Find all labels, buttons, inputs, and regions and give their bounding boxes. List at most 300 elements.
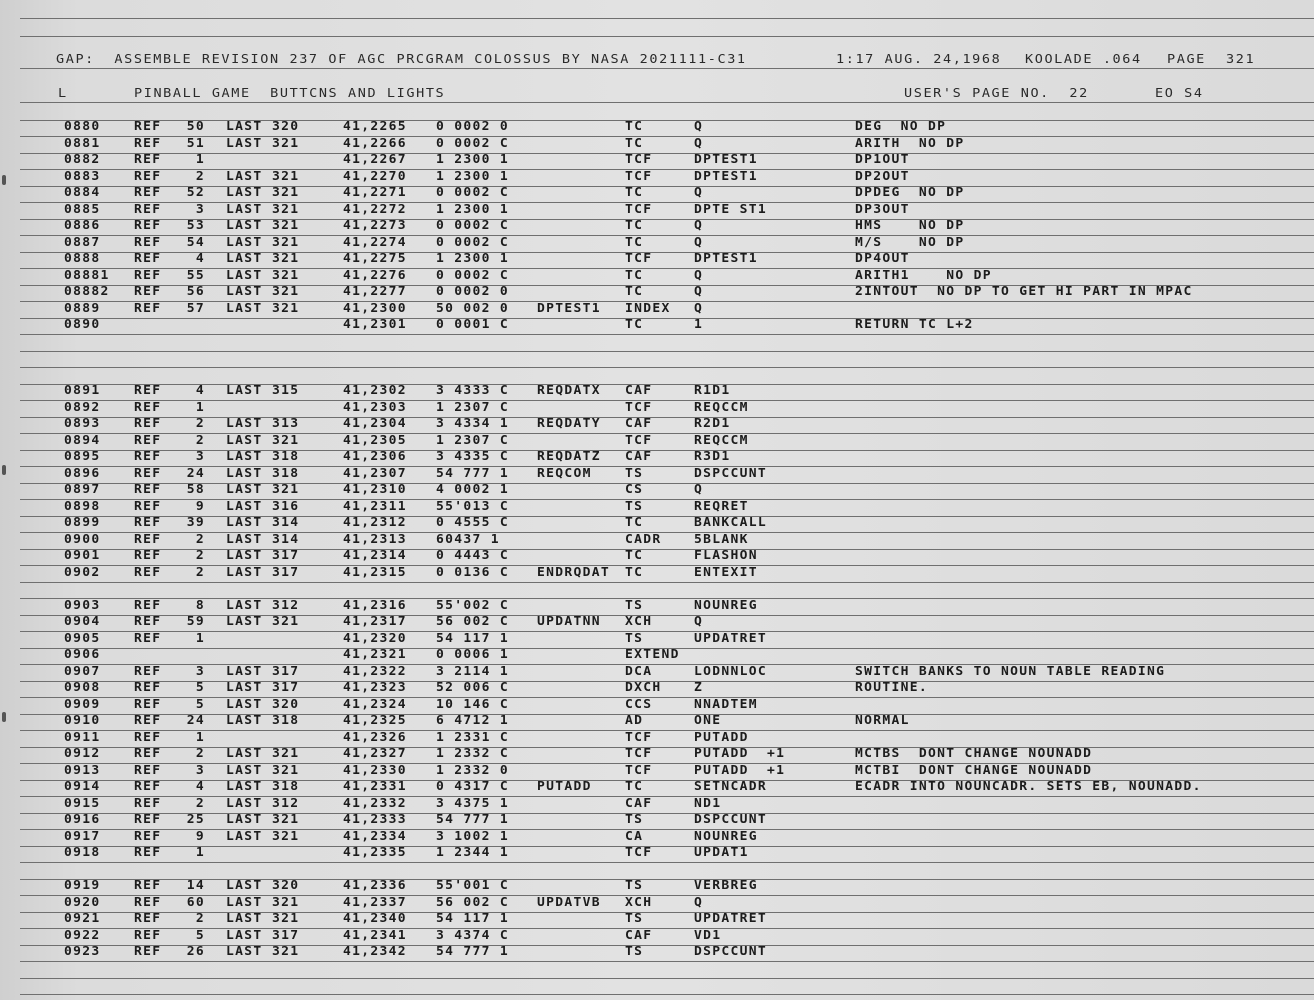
- listing-cell-comment: DP2OUT: [855, 170, 910, 184]
- listing-cell-refnum: 3: [195, 450, 205, 464]
- listing-cell-addr: 41,2315: [343, 566, 407, 580]
- listing-cell-code: 1 2300 1: [436, 170, 510, 184]
- ruled-line: [20, 912, 1314, 913]
- listing-cell-lastnum: 317: [272, 929, 300, 943]
- listing-cell-lastnum: 321: [272, 186, 300, 200]
- ruled-line: [20, 516, 1314, 517]
- listing-cell-code: 3 4375 1: [436, 797, 510, 811]
- listing-cell-line: 0888: [64, 252, 101, 266]
- ruled-line: [20, 334, 1314, 335]
- listing-cell-lastnum: 321: [272, 830, 300, 844]
- listing-cell-code: 1 2307 C: [436, 401, 510, 415]
- listing-cell-addr: 41,2300: [343, 302, 407, 316]
- listing-cell-refnum: 9: [195, 830, 205, 844]
- listing-cell-line: 0902: [64, 566, 101, 580]
- listing-cell-last: LAST: [226, 747, 263, 761]
- ruled-line: [20, 615, 1314, 616]
- listing-cell-code: 3 4334 1: [436, 417, 510, 431]
- listing-cell-operand: VERBREG: [694, 879, 758, 893]
- listing-cell-operand: Q: [694, 615, 704, 629]
- ruled-line: [20, 169, 1314, 170]
- listing-cell-lastnum: 312: [272, 599, 300, 613]
- listing-cell-addr: 41,2321: [343, 648, 407, 662]
- listing-cell-op: INDEX: [625, 302, 671, 316]
- listing-cell-code: 4 0002 1: [436, 483, 510, 497]
- listing-cell-code: 52 006 C: [436, 681, 510, 695]
- listing-cell-op: TCF: [625, 203, 653, 217]
- listing-cell-code: 1 2332 C: [436, 747, 510, 761]
- listing-cell-refnum: 4: [195, 780, 205, 794]
- listing-cell-addr: 41,2337: [343, 896, 407, 910]
- listing-cell-op: TS: [625, 599, 644, 613]
- listing-cell-op: TS: [625, 813, 644, 827]
- listing-cell-code: 0 0002 0: [436, 285, 510, 299]
- listing-cell-ref: REF: [134, 186, 162, 200]
- listing-cell-last: LAST: [226, 945, 263, 959]
- ruled-line: [20, 829, 1314, 830]
- listing-cell-line: 0889: [64, 302, 101, 316]
- listing-cell-code: 1 2300 1: [436, 252, 510, 266]
- listing-cell-line: 0920: [64, 896, 101, 910]
- listing-cell-ref: REF: [134, 302, 162, 316]
- listing-cell-comment: ARITH1 NO DP: [855, 269, 992, 283]
- listing-cell-operand: PUTADD +1: [694, 747, 786, 761]
- listing-cell-lastnum: 321: [272, 302, 300, 316]
- listing-cell-op: TS: [625, 632, 644, 646]
- listing-cell-ref: REF: [134, 153, 162, 167]
- listing-cell-lastnum: 317: [272, 681, 300, 695]
- listing-cell-lastnum: 321: [272, 434, 300, 448]
- listing-cell-line: 0914: [64, 780, 101, 794]
- listing-cell-refnum: 2: [195, 747, 205, 761]
- listing-cell-refnum: 50: [186, 120, 205, 134]
- listing-cell-last: LAST: [226, 797, 263, 811]
- section-title: PINBALL GAME BUTTCNS AND LIGHTS: [134, 86, 446, 101]
- listing-cell-line: 0922: [64, 929, 101, 943]
- listing-cell-label: ENDRQDAT: [537, 566, 611, 580]
- listing-cell-addr: 41,2340: [343, 912, 407, 926]
- listing-cell-code: 0 0006 1: [436, 648, 510, 662]
- ruled-line: [20, 961, 1314, 962]
- listing-cell-line: 0907: [64, 665, 101, 679]
- listing-cell-line: 0903: [64, 599, 101, 613]
- listing-cell-lastnum: 318: [272, 780, 300, 794]
- listing-cell-addr: 41,2270: [343, 170, 407, 184]
- listing-cell-op: TS: [625, 879, 644, 893]
- listing-cell-refnum: 25: [186, 813, 205, 827]
- listing-cell-label: UPDATNN: [537, 615, 601, 629]
- listing-cell-last: LAST: [226, 813, 263, 827]
- listing-cell-refnum: 2: [195, 170, 205, 184]
- listing-cell-ref: REF: [134, 615, 162, 629]
- listing-cell-last: LAST: [226, 896, 263, 910]
- listing-cell-line: 0900: [64, 533, 101, 547]
- listing-cell-code: 1 2300 1: [436, 203, 510, 217]
- listing-cell-operand: 5BLANK: [694, 533, 749, 547]
- listing-cell-addr: 41,2302: [343, 384, 407, 398]
- listing-cell-code: 0 4443 C: [436, 549, 510, 563]
- listing-cell-op: TCF: [625, 846, 653, 860]
- listing-cell-op: AD: [625, 714, 644, 728]
- listing-cell-last: LAST: [226, 566, 263, 580]
- listing-cell-addr: 41,2316: [343, 599, 407, 613]
- listing-cell-refnum: 1: [195, 153, 205, 167]
- listing-cell-last: LAST: [226, 516, 263, 530]
- listing-cell-refnum: 4: [195, 252, 205, 266]
- listing-cell-operand: R3D1: [694, 450, 731, 464]
- listing-cell-addr: 41,2331: [343, 780, 407, 794]
- listing-cell-code: 54 777 1: [436, 467, 510, 481]
- listing-cell-addr: 41,2276: [343, 269, 407, 283]
- listing-cell-op: CADR: [625, 533, 662, 547]
- listing-cell-label: PUTADD: [537, 780, 592, 794]
- listing-cell-last: LAST: [226, 780, 263, 794]
- listing-cell-operand: ONE: [694, 714, 722, 728]
- listing-cell-lastnum: 318: [272, 714, 300, 728]
- listing-cell-operand: DSPCCUNT: [694, 467, 768, 481]
- listing-cell-refnum: 2: [195, 533, 205, 547]
- ruled-line: [20, 681, 1314, 682]
- listing-cell-line: 08881: [64, 269, 110, 283]
- listing-cell-code: 0 0136 C: [436, 566, 510, 580]
- listing-cell-op: XCH: [625, 615, 653, 629]
- listing-cell-code: 54 777 1: [436, 945, 510, 959]
- ruled-line: [20, 400, 1314, 401]
- listing-cell-refnum: 56: [186, 285, 205, 299]
- listing-cell-ref: REF: [134, 731, 162, 745]
- listing-cell-refnum: 2: [195, 434, 205, 448]
- listing-cell-lastnum: 321: [272, 170, 300, 184]
- listing-cell-refnum: 54: [186, 236, 205, 250]
- listing-cell-refnum: 24: [186, 714, 205, 728]
- listing-cell-lastnum: 321: [272, 252, 300, 266]
- listing-cell-label: REQDATX: [537, 384, 601, 398]
- listing-cell-lastnum: 321: [272, 203, 300, 217]
- listing-cell-comment: MCTBI DONT CHANGE NOUNADD: [855, 764, 1093, 778]
- ruled-line: [20, 384, 1314, 385]
- listing-cell-ref: REF: [134, 681, 162, 695]
- listing-cell-lastnum: 313: [272, 417, 300, 431]
- listing-cell-op: TCF: [625, 170, 653, 184]
- listing-cell-code: 3 4333 C: [436, 384, 510, 398]
- listing-cell-ref: REF: [134, 450, 162, 464]
- listing-cell-op: CS: [625, 483, 644, 497]
- listing-cell-ref: REF: [134, 896, 162, 910]
- ruled-line: [20, 796, 1314, 797]
- listing-cell-operand: UPDATRET: [694, 632, 768, 646]
- listing-cell-op: TC: [625, 285, 644, 299]
- listing-cell-ref: REF: [134, 467, 162, 481]
- listing-cell-last: LAST: [226, 137, 263, 151]
- listing-cell-lastnum: 314: [272, 516, 300, 530]
- line-marker: L: [58, 86, 68, 101]
- listing-cell-last: LAST: [226, 714, 263, 728]
- listing-cell-last: LAST: [226, 252, 263, 266]
- listing-cell-refnum: 5: [195, 929, 205, 943]
- listing-cell-line: 0886: [64, 219, 101, 233]
- listing-cell-addr: 41,2311: [343, 500, 407, 514]
- listing-cell-lastnum: 321: [272, 896, 300, 910]
- listing-cell-label: REQDATZ: [537, 450, 601, 464]
- ruled-line: [20, 697, 1314, 698]
- listing-cell-ref: REF: [134, 632, 162, 646]
- ruled-line: [20, 235, 1314, 236]
- ruled-line: [20, 532, 1314, 533]
- print-timestamp: 1:17 AUG. 24,1968: [836, 52, 1002, 67]
- listing-cell-operand: REQRET: [694, 500, 749, 514]
- listing-cell-label: REQCOM: [537, 467, 592, 481]
- listing-cell-ref: REF: [134, 219, 162, 233]
- listing-cell-addr: 41,2341: [343, 929, 407, 943]
- listing-cell-refnum: 1: [195, 401, 205, 415]
- listing-cell-op: EXTEND: [625, 648, 680, 662]
- listing-cell-last: LAST: [226, 467, 263, 481]
- listing-cell-last: LAST: [226, 599, 263, 613]
- listing-cell-operand: SETNCADR: [694, 780, 768, 794]
- listing-cell-lastnum: 321: [272, 615, 300, 629]
- listing-cell-last: LAST: [226, 483, 263, 497]
- listing-cell-refnum: 39: [186, 516, 205, 530]
- listing-cell-last: LAST: [226, 500, 263, 514]
- listing-cell-addr: 41,2327: [343, 747, 407, 761]
- listing-cell-ref: REF: [134, 533, 162, 547]
- listing-cell-refnum: 2: [195, 797, 205, 811]
- ruled-line: [20, 978, 1314, 979]
- listing-cell-last: LAST: [226, 615, 263, 629]
- ruled-line: [20, 862, 1314, 863]
- listing-cell-lastnum: 314: [272, 533, 300, 547]
- tractor-feed-hole: [2, 175, 6, 185]
- listing-cell-op: TCF: [625, 731, 653, 745]
- listing-cell-lastnum: 316: [272, 500, 300, 514]
- listing-cell-addr: 41,2317: [343, 615, 407, 629]
- listing-cell-ref: REF: [134, 698, 162, 712]
- ruled-line: [20, 928, 1314, 929]
- listing-cell-ref: REF: [134, 384, 162, 398]
- listing-cell-comment: DP4OUT: [855, 252, 910, 266]
- listing-cell-line: 0921: [64, 912, 101, 926]
- ruled-line: [20, 120, 1314, 121]
- ruled-line: [20, 565, 1314, 566]
- listing-cell-line: 0883: [64, 170, 101, 184]
- ruled-line: [20, 598, 1314, 599]
- listing-cell-refnum: 5: [195, 681, 205, 695]
- ruled-line: [20, 813, 1314, 814]
- ruled-line: [20, 763, 1314, 764]
- listing-cell-ref: REF: [134, 599, 162, 613]
- listing-cell-addr: 41,2323: [343, 681, 407, 695]
- listing-cell-line: 0913: [64, 764, 101, 778]
- listing-cell-op: CAF: [625, 450, 653, 464]
- listing-cell-addr: 41,2333: [343, 813, 407, 827]
- listing-cell-operand: Q: [694, 483, 704, 497]
- listing-cell-refnum: 1: [195, 846, 205, 860]
- listing-title: GAP: ASSEMBLE REVISION 237 OF AGC PRCGRAM COLOSSUS BY NASA 2021111-C31: [56, 52, 747, 67]
- listing-cell-line: 0894: [64, 434, 101, 448]
- listing-cell-line: 0915: [64, 797, 101, 811]
- listing-cell-ref: REF: [134, 747, 162, 761]
- listing-cell-addr: 41,2273: [343, 219, 407, 233]
- listing-cell-addr: 41,2313: [343, 533, 407, 547]
- listing-cell-ref: REF: [134, 929, 162, 943]
- listing-cell-op: TS: [625, 467, 644, 481]
- listing-cell-operand: Q: [694, 302, 704, 316]
- listing-cell-addr: 41,2325: [343, 714, 407, 728]
- eo-marker: EO S4: [1155, 86, 1204, 101]
- listing-cell-refnum: 3: [195, 665, 205, 679]
- listing-cell-operand: DPTEST1: [694, 170, 758, 184]
- listing-cell-op: TCF: [625, 747, 653, 761]
- listing-cell-last: LAST: [226, 120, 263, 134]
- listing-cell-addr: 41,2301: [343, 318, 407, 332]
- listing-cell-last: LAST: [226, 698, 263, 712]
- listing-cell-lastnum: 321: [272, 269, 300, 283]
- listing-cell-ref: REF: [134, 714, 162, 728]
- listing-cell-last: LAST: [226, 219, 263, 233]
- page-label: PAGE: [1167, 52, 1206, 67]
- listing-cell-refnum: 3: [195, 764, 205, 778]
- listing-cell-op: TC: [625, 269, 644, 283]
- listing-cell-line: 0887: [64, 236, 101, 250]
- listing-cell-operand: Z: [694, 681, 704, 695]
- listing-cell-comment: DP3OUT: [855, 203, 910, 217]
- listing-cell-addr: 41,2334: [343, 830, 407, 844]
- listing-cell-code: 55'002 C: [436, 599, 510, 613]
- listing-cell-last: LAST: [226, 929, 263, 943]
- listing-cell-operand: DPTEST1: [694, 153, 758, 167]
- ruled-line: [20, 433, 1314, 434]
- listing-cell-lastnum: 321: [272, 137, 300, 151]
- listing-cell-line: 0893: [64, 417, 101, 431]
- listing-cell-comment: ARITH NO DP: [855, 137, 965, 151]
- listing-cell-operand: Q: [694, 896, 704, 910]
- listing-cell-line: 0895: [64, 450, 101, 464]
- listing-cell-op: TS: [625, 500, 644, 514]
- listing-cell-code: 56 002 C: [436, 896, 510, 910]
- listing-cell-lastnum: 321: [272, 945, 300, 959]
- listing-cell-addr: 41,2330: [343, 764, 407, 778]
- ruled-line: [20, 202, 1314, 203]
- listing-cell-operand: NOUNREG: [694, 830, 758, 844]
- listing-cell-refnum: 57: [186, 302, 205, 316]
- listing-cell-ref: REF: [134, 170, 162, 184]
- listing-cell-op: TCF: [625, 434, 653, 448]
- listing-cell-operand: Q: [694, 269, 704, 283]
- listing-cell-ref: REF: [134, 401, 162, 415]
- ruled-line: [20, 582, 1314, 583]
- ruled-line: [20, 747, 1314, 748]
- listing-cell-refnum: 53: [186, 219, 205, 233]
- listing-cell-line: 0905: [64, 632, 101, 646]
- listing-cell-code: 1 2331 C: [436, 731, 510, 745]
- listing-cell-ref: REF: [134, 566, 162, 580]
- listing-cell-line: 0896: [64, 467, 101, 481]
- listing-cell-operand: R1D1: [694, 384, 731, 398]
- listing-cell-ref: REF: [134, 434, 162, 448]
- listing-cell-operand: VD1: [694, 929, 722, 943]
- listing-cell-ref: REF: [134, 945, 162, 959]
- listing-cell-refnum: 58: [186, 483, 205, 497]
- listing-cell-code: 1 2300 1: [436, 153, 510, 167]
- listing-cell-code: 3 1002 1: [436, 830, 510, 844]
- ruled-line: [20, 153, 1314, 154]
- listing-cell-last: LAST: [226, 302, 263, 316]
- listing-cell-lastnum: 321: [272, 483, 300, 497]
- listing-cell-addr: 41,2306: [343, 450, 407, 464]
- listing-cell-line: 0912: [64, 747, 101, 761]
- listing-cell-op: CA: [625, 830, 644, 844]
- listing-cell-code: 0 4555 C: [436, 516, 510, 530]
- listing-cell-line: 0880: [64, 120, 101, 134]
- listing-cell-lastnum: 315: [272, 384, 300, 398]
- listing-cell-comment: DEG NO DP: [855, 120, 947, 134]
- listing-cell-line: 0904: [64, 615, 101, 629]
- listing-cell-comment: SWITCH BANKS TO NOUN TABLE READING: [855, 665, 1166, 679]
- listing-cell-op: DCA: [625, 665, 653, 679]
- listing-cell-op: TC: [625, 219, 644, 233]
- listing-cell-operand: FLASHON: [694, 549, 758, 563]
- listing-cell-addr: 41,2336: [343, 879, 407, 893]
- listing-cell-line: 0916: [64, 813, 101, 827]
- listing-cell-last: LAST: [226, 533, 263, 547]
- listing-cell-addr: 41,2326: [343, 731, 407, 745]
- users-page-number: USER'S PAGE NO. 22: [904, 86, 1089, 101]
- listing-cell-line: 0901: [64, 549, 101, 563]
- listing-cell-operand: BANKCALL: [694, 516, 768, 530]
- listing-cell-op: TCF: [625, 764, 653, 778]
- listing-cell-op: CAF: [625, 929, 653, 943]
- listing-cell-ref: REF: [134, 120, 162, 134]
- listing-cell-ref: REF: [134, 236, 162, 250]
- listing-cell-comment: DP1OUT: [855, 153, 910, 167]
- listing-cell-operand: PUTADD +1: [694, 764, 786, 778]
- tractor-feed-hole: [2, 465, 6, 475]
- listing-cell-code: 0 0002 C: [436, 236, 510, 250]
- listing-cell-line: 0908: [64, 681, 101, 695]
- listing-cell-addr: 41,2342: [343, 945, 407, 959]
- listing-cell-op: CAF: [625, 417, 653, 431]
- listing-cell-ref: REF: [134, 813, 162, 827]
- listing-cell-refnum: 2: [195, 417, 205, 431]
- listing-cell-ref: REF: [134, 269, 162, 283]
- listing-cell-ref: REF: [134, 137, 162, 151]
- listing-cell-operand: R2D1: [694, 417, 731, 431]
- ruled-line: [20, 68, 1314, 69]
- ruled-line: [20, 714, 1314, 715]
- listing-cell-refnum: 52: [186, 186, 205, 200]
- listing-cell-operand: UPDATRET: [694, 912, 768, 926]
- listing-cell-comment: ECADR INTO NOUNCADR. SETS EB, NOUNADD.: [855, 780, 1202, 794]
- listing-cell-addr: 41,2266: [343, 137, 407, 151]
- ruled-line: [20, 549, 1314, 550]
- listing-cell-line: 0890: [64, 318, 101, 332]
- listing-cell-code: 0 4317 C: [436, 780, 510, 794]
- listing-cell-ref: REF: [134, 764, 162, 778]
- listing-cell-operand: Q: [694, 219, 704, 233]
- ruled-line: [20, 36, 1314, 37]
- listing-cell-op: CAF: [625, 384, 653, 398]
- listing-cell-op: TC: [625, 137, 644, 151]
- listing-cell-line: 0923: [64, 945, 101, 959]
- listing-cell-lastnum: 321: [272, 764, 300, 778]
- listing-cell-op: DXCH: [625, 681, 662, 695]
- listing-cell-lastnum: 320: [272, 120, 300, 134]
- listing-cell-lastnum: 317: [272, 566, 300, 580]
- ruled-line: [20, 499, 1314, 500]
- ruled-line: [20, 450, 1314, 451]
- listing-cell-comment: MCTBS DONT CHANGE NOUNADD: [855, 747, 1093, 761]
- listing-cell-addr: 41,2271: [343, 186, 407, 200]
